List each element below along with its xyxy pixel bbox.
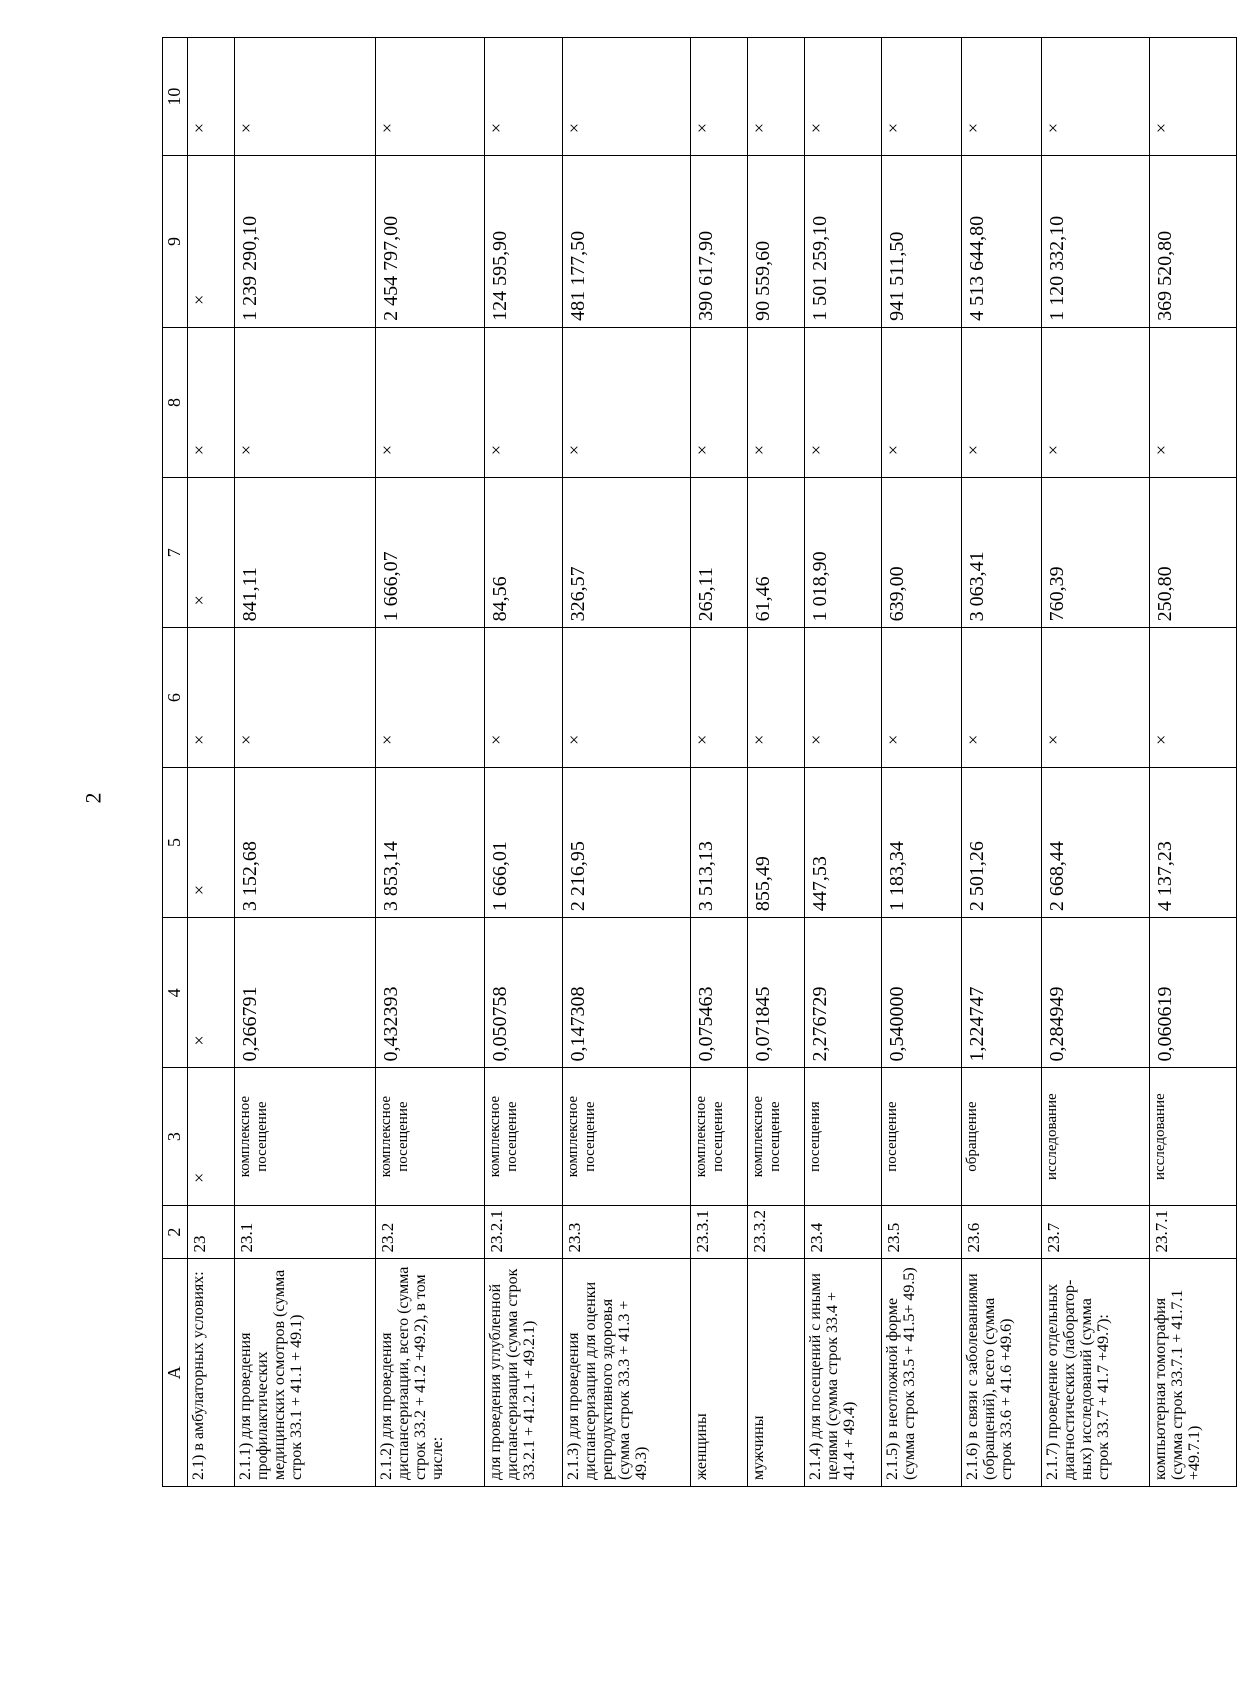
column-header-2: 2 bbox=[163, 1205, 188, 1259]
table-cell: комплексное посещение bbox=[375, 1068, 485, 1205]
table-cell: 2.1.1) для проведения профилактических медицинских осмотров (сумма строк 33.1 + 41.1 + 49.1) bbox=[235, 1259, 376, 1487]
table-cell: комплексное посещение bbox=[747, 1068, 804, 1205]
table-cell: 2.1.7) проведение отдельных диагностических (лаборатор-ных) исследований (сумма строк 33.7 + 41.7 +49.7): bbox=[1041, 1259, 1149, 1487]
column-header-10: 10 bbox=[163, 38, 188, 156]
table-cell: × bbox=[485, 327, 562, 477]
table-cell: 4 513 644,80 bbox=[961, 156, 1041, 328]
table-cell: 0,060619 bbox=[1149, 918, 1236, 1068]
table-cell: 23 bbox=[188, 1205, 235, 1259]
rotated-table-container bbox=[162, 37, 1237, 1487]
table-cell: 3 513,13 bbox=[690, 767, 747, 917]
column-header-5: 5 bbox=[163, 767, 188, 917]
column-header-3: 3 bbox=[163, 1068, 188, 1205]
column-header-a: A bbox=[163, 1259, 188, 1487]
table-cell: исследование bbox=[1041, 1068, 1149, 1205]
table-cell: × bbox=[882, 628, 962, 768]
table-cell: 2,276729 bbox=[805, 918, 882, 1068]
table-cell: × bbox=[690, 628, 747, 768]
table-cell: 23.3 bbox=[562, 1205, 690, 1259]
table-cell: исследование bbox=[1149, 1068, 1236, 1205]
column-header-6: 6 bbox=[163, 628, 188, 768]
table-cell: 2.1.6) в связи с заболеваниями (обращений), всего (сумма строк 33.6 + 41.6 +49.6) bbox=[961, 1259, 1041, 1487]
table-row bbox=[961, 38, 1041, 1487]
table-cell: × bbox=[485, 628, 562, 768]
table-cell: 447,53 bbox=[805, 767, 882, 917]
data-table bbox=[162, 37, 1237, 1487]
table-cell: × bbox=[562, 38, 690, 156]
table-cell: 0,432393 bbox=[375, 918, 485, 1068]
table-row bbox=[375, 38, 485, 1487]
table-cell: × bbox=[961, 38, 1041, 156]
table-cell: 0,075463 bbox=[690, 918, 747, 1068]
table-cell: 0,071845 bbox=[747, 918, 804, 1068]
table-cell: 390 617,90 bbox=[690, 156, 747, 328]
table-header-row bbox=[163, 38, 188, 1487]
table-row bbox=[235, 38, 376, 1487]
table-cell: × bbox=[1041, 628, 1149, 768]
table-cell: × bbox=[562, 327, 690, 477]
table-cell: 23.6 bbox=[961, 1205, 1041, 1259]
table-cell: 23.5 bbox=[882, 1205, 962, 1259]
table-cell: комплексное посещение bbox=[485, 1068, 562, 1205]
table-cell: × bbox=[747, 327, 804, 477]
table-cell: × bbox=[188, 918, 235, 1068]
table-cell: × bbox=[747, 628, 804, 768]
page-number: 2 bbox=[80, 792, 106, 804]
table-cell: × bbox=[961, 628, 1041, 768]
table-cell: × bbox=[235, 38, 376, 156]
table-cell: × bbox=[188, 327, 235, 477]
table-cell: 0,266791 bbox=[235, 918, 376, 1068]
table-cell: 326,57 bbox=[562, 478, 690, 628]
table-cell: × bbox=[1149, 38, 1236, 156]
table-cell: × bbox=[188, 628, 235, 768]
table-cell: 639,00 bbox=[882, 478, 962, 628]
table-cell: 2 454 797,00 bbox=[375, 156, 485, 328]
table-row bbox=[485, 38, 562, 1487]
table-cell: × bbox=[1149, 628, 1236, 768]
table-cell: 3 063,41 bbox=[961, 478, 1041, 628]
table-row bbox=[882, 38, 962, 1487]
table-cell: × bbox=[562, 628, 690, 768]
table-row bbox=[1149, 38, 1236, 1487]
table-cell: комплексное посещение bbox=[235, 1068, 376, 1205]
table-cell: × bbox=[805, 628, 882, 768]
table-row bbox=[690, 38, 747, 1487]
table-cell: 90 559,60 bbox=[747, 156, 804, 328]
table-cell: 0,540000 bbox=[882, 918, 962, 1068]
table-cell: × bbox=[805, 327, 882, 477]
table-cell: 2.1.4) для посещений с иными целями (сумма строк 33.4 + 41.4 + 49.4) bbox=[805, 1259, 882, 1487]
table-cell: 841,11 bbox=[235, 478, 376, 628]
table-cell: × bbox=[235, 628, 376, 768]
table-cell: посещения bbox=[805, 1068, 882, 1205]
table-cell: 1 120 332,10 bbox=[1041, 156, 1149, 328]
table-cell: × bbox=[690, 327, 747, 477]
column-header-7: 7 bbox=[163, 478, 188, 628]
table-cell: × bbox=[961, 327, 1041, 477]
table-cell: × bbox=[690, 38, 747, 156]
table-cell: 23.7 bbox=[1041, 1205, 1149, 1259]
table-cell: обращение bbox=[961, 1068, 1041, 1205]
table-cell: 84,56 bbox=[485, 478, 562, 628]
table-cell: × bbox=[375, 38, 485, 156]
table-cell: мужчины bbox=[747, 1259, 804, 1487]
table-cell: 855,49 bbox=[747, 767, 804, 917]
table-cell: 3 853,14 bbox=[375, 767, 485, 917]
table-cell: 124 595,90 bbox=[485, 156, 562, 328]
table-cell: 23.1 bbox=[235, 1205, 376, 1259]
table-cell: 2 668,44 bbox=[1041, 767, 1149, 917]
table-cell: 2.1.2) для проведения диспансеризации, всего (сумма строк 33.2 + 41.2 +49.2), в том числе: bbox=[375, 1259, 485, 1487]
table-cell: компьютерная томография (сумма строк 33.7.1 + 41.7.1 +49.7.1) bbox=[1149, 1259, 1236, 1487]
table-row bbox=[747, 38, 804, 1487]
table-cell: посещение bbox=[882, 1068, 962, 1205]
table-cell: для проведения углубленной диспансеризации (сумма строк 33.2.1 + 41.2.1 + 49.2.1) bbox=[485, 1259, 562, 1487]
table-cell: × bbox=[1041, 327, 1149, 477]
table-cell: 3 152,68 bbox=[235, 767, 376, 917]
table-cell: 23.2.1 bbox=[485, 1205, 562, 1259]
column-header-8: 8 bbox=[163, 327, 188, 477]
table-cell: женщины bbox=[690, 1259, 747, 1487]
table-cell: 1 666,01 bbox=[485, 767, 562, 917]
table-cell: 1 018,90 bbox=[805, 478, 882, 628]
table-cell: 2.1) в амбулаторных условиях: bbox=[188, 1259, 235, 1487]
table-cell: × bbox=[1149, 327, 1236, 477]
column-header-9: 9 bbox=[163, 156, 188, 328]
table-cell: × bbox=[188, 38, 235, 156]
table-cell: 0,050758 bbox=[485, 918, 562, 1068]
table-row bbox=[562, 38, 690, 1487]
table-cell: 760,39 bbox=[1041, 478, 1149, 628]
table-cell: 2 501,26 bbox=[961, 767, 1041, 917]
table-cell: × bbox=[747, 38, 804, 156]
table-cell: × bbox=[235, 327, 376, 477]
table-cell: × bbox=[188, 767, 235, 917]
table-cell: 61,46 bbox=[747, 478, 804, 628]
table-cell: 23.2 bbox=[375, 1205, 485, 1259]
table-cell: 941 511,50 bbox=[882, 156, 962, 328]
table-cell: 369 520,80 bbox=[1149, 156, 1236, 328]
column-header-4: 4 bbox=[163, 918, 188, 1068]
table-cell: × bbox=[375, 628, 485, 768]
table-cell: 23.4 bbox=[805, 1205, 882, 1259]
table-cell: 1 239 290,10 bbox=[235, 156, 376, 328]
table-cell: 0,147308 bbox=[562, 918, 690, 1068]
table-cell: 1 183,34 bbox=[882, 767, 962, 917]
table-cell: комплексное посещение bbox=[690, 1068, 747, 1205]
table-cell: × bbox=[485, 38, 562, 156]
table-cell: 23.3.2 bbox=[747, 1205, 804, 1259]
table-row bbox=[805, 38, 882, 1487]
table-cell: 23.7.1 bbox=[1149, 1205, 1236, 1259]
table-cell: × bbox=[882, 38, 962, 156]
table-cell: 1 666,07 bbox=[375, 478, 485, 628]
table-cell: × bbox=[882, 327, 962, 477]
table-cell: × bbox=[188, 1068, 235, 1205]
table-cell: 23.3.1 bbox=[690, 1205, 747, 1259]
table-cell: × bbox=[805, 38, 882, 156]
table-cell: 250,80 bbox=[1149, 478, 1236, 628]
table-cell: × bbox=[188, 156, 235, 328]
table-cell: комплексное посещение bbox=[562, 1068, 690, 1205]
table-cell: × bbox=[1041, 38, 1149, 156]
table-cell: 2.1.3) для проведения диспансеризации для оценки репродуктивного здоровья (сумма строк 33.3 + 41.3 + 49.3) bbox=[562, 1259, 690, 1487]
table-row bbox=[188, 38, 235, 1487]
table-cell: 4 137,23 bbox=[1149, 767, 1236, 917]
table-cell: × bbox=[375, 327, 485, 477]
table-cell: 1,224747 bbox=[961, 918, 1041, 1068]
table-cell: 1 501 259,10 bbox=[805, 156, 882, 328]
table-cell: × bbox=[188, 478, 235, 628]
table-cell: 0,284949 bbox=[1041, 918, 1149, 1068]
table-row bbox=[1041, 38, 1149, 1487]
table-cell: 2.1.5) в неотложной форме (сумма строк 33.5 + 41.5+ 49.5) bbox=[882, 1259, 962, 1487]
table-cell: 481 177,50 bbox=[562, 156, 690, 328]
table-cell: 265,11 bbox=[690, 478, 747, 628]
table-cell: 2 216,95 bbox=[562, 767, 690, 917]
